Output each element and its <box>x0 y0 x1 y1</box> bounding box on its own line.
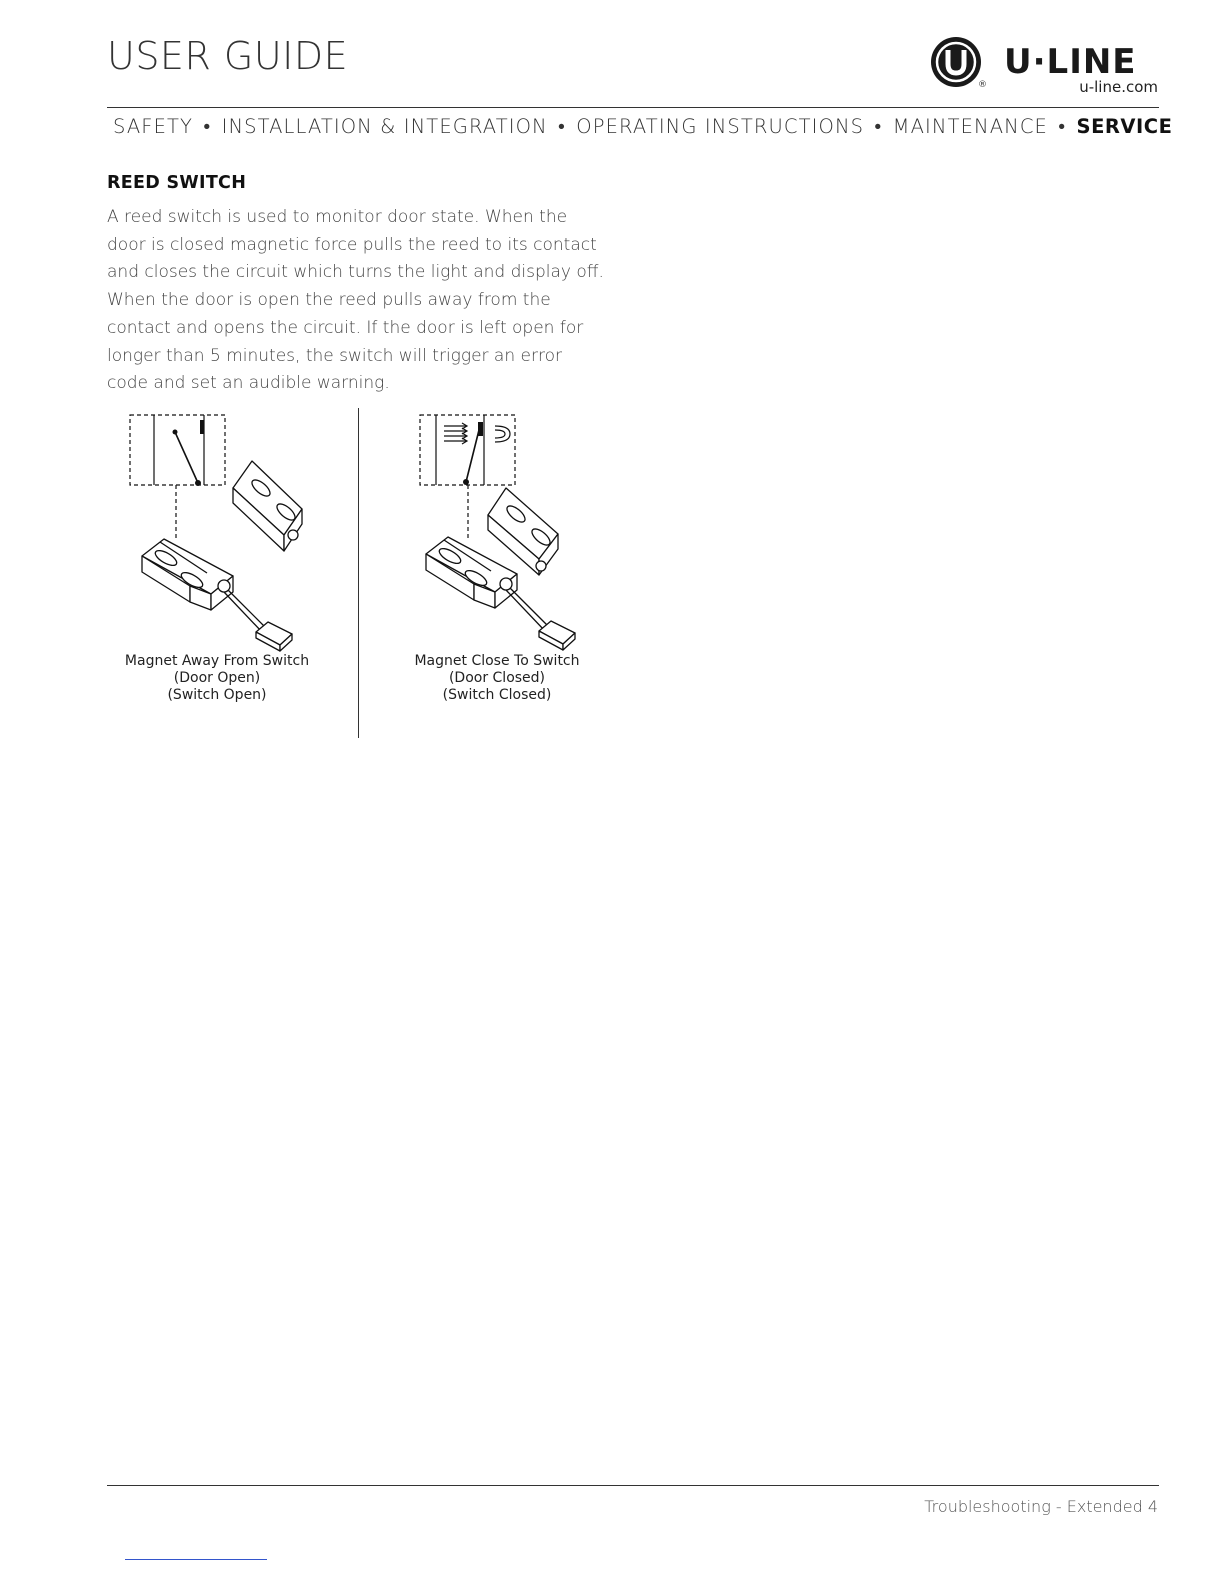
brand-wordmark: U·LINE <box>1004 42 1137 82</box>
caption-line: Magnet Away From Switch <box>124 653 310 669</box>
nav-item-maintenance[interactable]: MAINTENANCE <box>892 115 1048 138</box>
nav-separator: • <box>1058 115 1067 138</box>
caption-line: (Switch Closed) <box>442 687 552 703</box>
body-paragraph: A reed switch is used to monitor door state. When the door is closed magnetic force pulls the reed to its contact and closes the circuit which turns the light and display off. When the door is open the reed pulls away from the contact and opens the circuit. If the door is left open for longer than 5 minutes, the switch will trigger an error code and set an audible warning. <box>107 207 604 394</box>
footer-page-label: Troubleshooting - Extended 4 <box>924 1497 1158 1516</box>
caption-switch-open <box>97 653 337 704</box>
brand-url[interactable]: u-line.com <box>1079 78 1158 96</box>
reed-switch-open-diagram <box>116 408 316 653</box>
nav-separator: • <box>558 115 566 138</box>
document-title: USER GUIDE <box>107 34 349 78</box>
nav-separator: • <box>874 115 883 138</box>
caption-line: (Door Open) <box>173 670 261 686</box>
caption-switch-closed <box>377 653 617 704</box>
registered-mark: ® <box>978 80 987 90</box>
nav-item-installation[interactable]: INSTALLATION & INTEGRATION <box>221 115 548 138</box>
figure-divider <box>358 408 359 738</box>
nav-item-service[interactable]: SERVICE <box>1076 115 1173 138</box>
reed-switch-closed-diagram <box>406 408 606 653</box>
caption-line: Magnet Close To Switch <box>414 653 580 669</box>
sections-nav <box>113 115 1172 139</box>
footer-rule <box>107 1485 1159 1486</box>
nav-item-safety[interactable]: SAFETY <box>113 115 194 138</box>
nav-separator: • <box>203 115 212 138</box>
footer-link-underline <box>125 1559 267 1560</box>
header-rule <box>107 107 1159 108</box>
section-heading: REED SWITCH <box>107 173 247 193</box>
nav-item-operating[interactable]: OPERATING INSTRUCTIONS <box>576 115 865 138</box>
caption-line: (Door Closed) <box>448 670 546 686</box>
caption-line: (Switch Open) <box>167 687 267 703</box>
